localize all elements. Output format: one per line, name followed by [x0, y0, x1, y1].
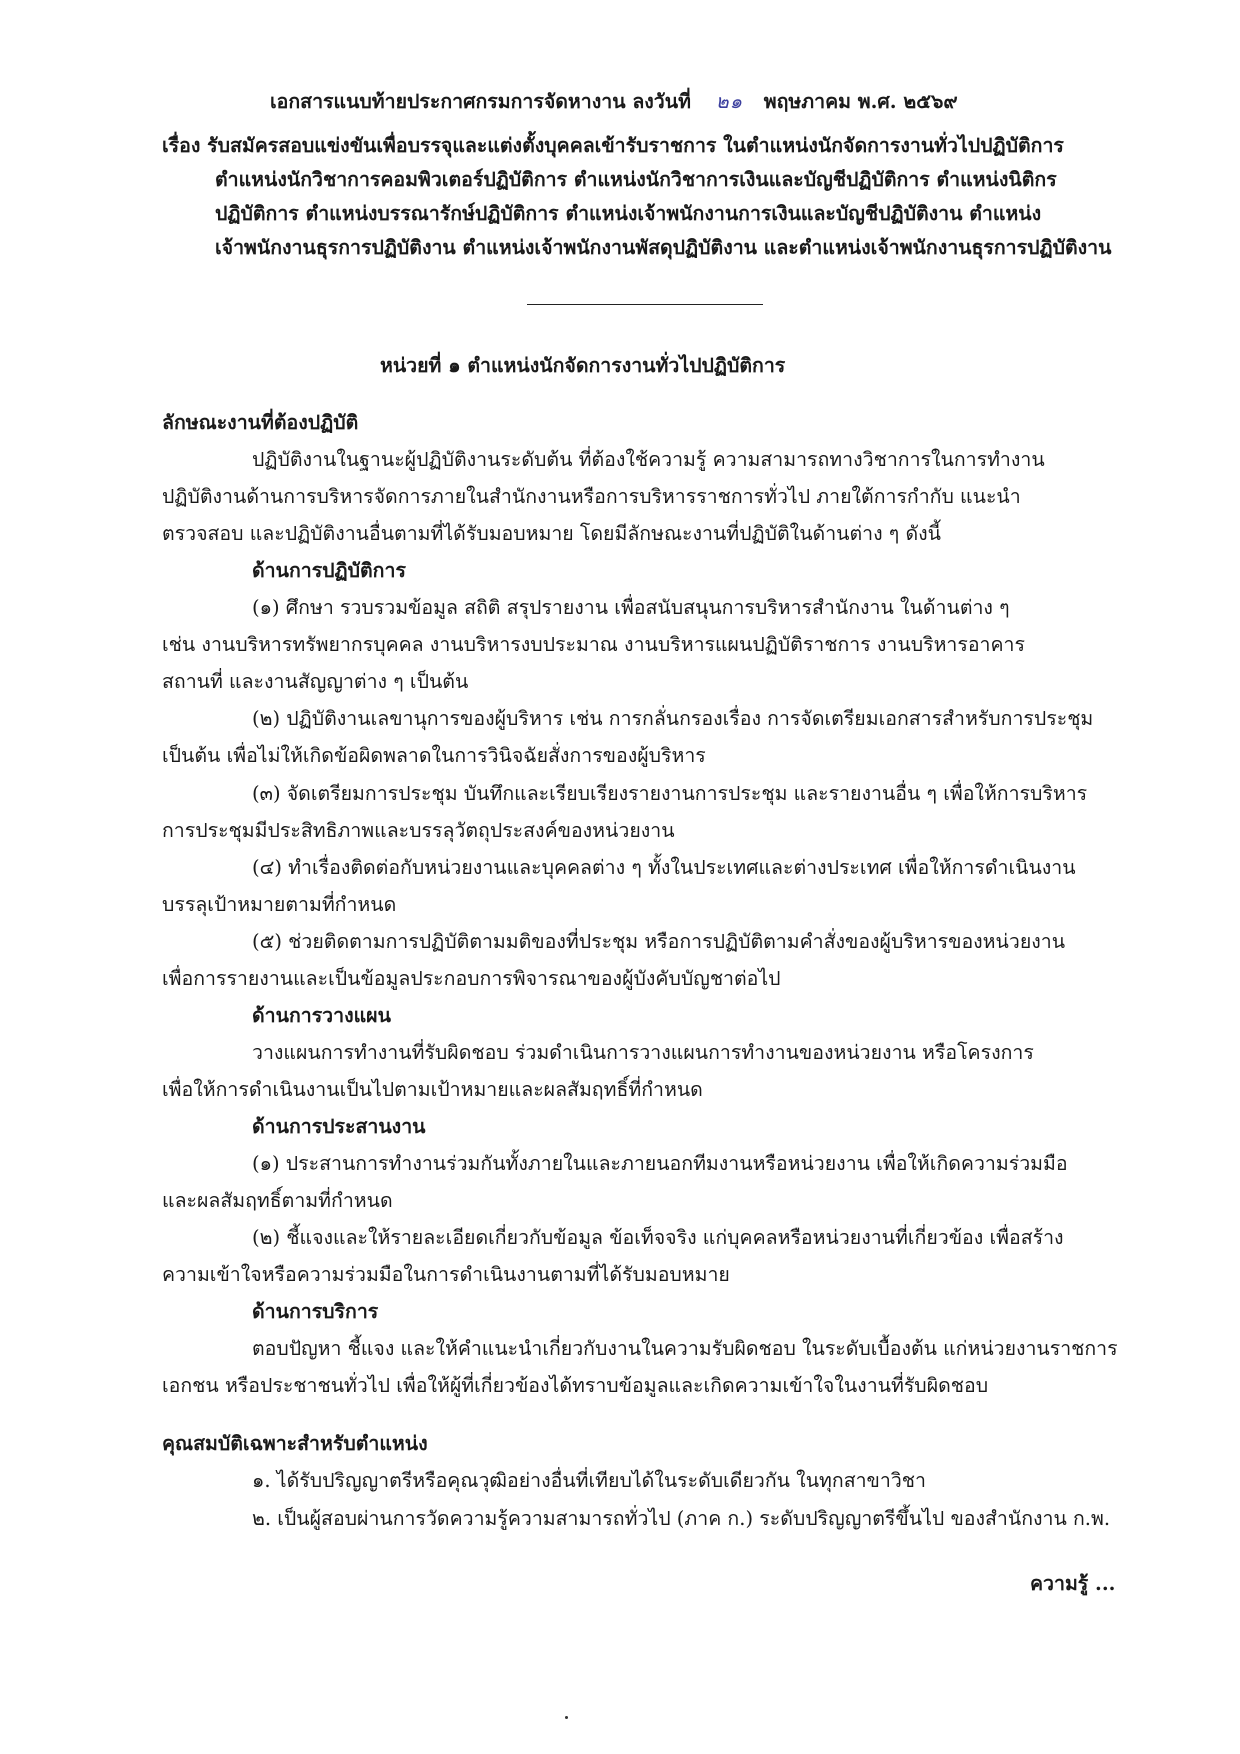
paragraph-line: เป็นต้น เพื่อไม่ให้เกิดข้อผิดพลาดในการวินิจฉัยสั่งการของผู้บริหาร: [162, 744, 706, 767]
subheading-service: ด้านการบริการ: [252, 1300, 379, 1323]
paragraph-line: (๓) จัดเตรียมการประชุม บันทึกและเรียบเรียงรายงานการประชุม และรายงานอื่น ๆ เพื่อให้การบริหาร: [252, 782, 1088, 805]
page-speck: [565, 1716, 568, 1719]
unit-title: หน่วยที่ ๑ ตำแหน่งนักจัดการงานทั่วไปปฏิบัติการ: [380, 354, 786, 377]
paragraph-line: (๑) ประสานการทำงานร่วมกันทั้งภายในและภายนอกทีมงานหรือหน่วยงาน เพื่อให้เกิดความร่วมมือ: [252, 1152, 1068, 1175]
paragraph-line: สถานที่ และงานสัญญาต่าง ๆ เป็นต้น: [162, 670, 469, 693]
paragraph-line: ความเข้าใจหรือความร่วมมือในการดำเนินงานตามที่ได้รับมอบหมาย: [162, 1263, 730, 1286]
handwritten-day: ๒๑: [715, 90, 743, 113]
paragraph-line: เอกชน หรือประชาชนทั่วไป เพื่อให้ผู้ที่เกี่ยวข้องได้ทราบข้อมูลและเกิดความเข้าใจในงานที่รับผิดชอบ: [162, 1374, 989, 1397]
paragraph-line: ตอบปัญหา ชี้แจง และให้คำแนะนำเกี่ยวกับงานในความรับผิดชอบ ในระดับเบื้องต้น แก่หน่วยงานราชการ: [252, 1337, 1118, 1360]
header-divider: [527, 304, 763, 305]
paragraph-line: บรรลุเป้าหมายตามที่กำหนด: [162, 893, 397, 916]
header-line-5: เจ้าพนักงานธุรการปฏิบัติงาน ตำแหน่งเจ้าพนักงานพัสดุปฏิบัติงาน และตำแหน่งเจ้าพนักงานธุรการปฏิบัติงาน: [215, 236, 1112, 259]
paragraph-line: ตรวจสอบ และปฏิบัติงานอื่นตามที่ได้รับมอบหมาย โดยมีลักษณะงานที่ปฏิบัติในด้านต่าง ๆ ดังนี้: [162, 522, 941, 545]
paragraph-line: ปฏิบัติงานในฐานะผู้ปฏิบัติงานระดับต้น ที่ต้องใช้ความรู้ ความสามารถทางวิชาการในการทำงาน: [252, 448, 1045, 471]
paragraph-line: เช่น งานบริหารทรัพยากรบุคคล งานบริหารงบประมาณ งานบริหารแผนปฏิบัติราชการ งานบริหารอาคาร: [162, 633, 1025, 656]
subheading-coordination: ด้านการประสานงาน: [252, 1115, 426, 1138]
paragraph-line: (๒) ชี้แจงและให้รายละเอียดเกี่ยวกับข้อมูล ข้อเท็จจริง แก่บุคคลหรือหน่วยงานที่เกี่ยวข้อง เพื่อสร้าง: [252, 1226, 1064, 1249]
paragraph-line: การประชุมมีประสิทธิภาพและบรรลุวัตถุประสงค์ของหน่วยงาน: [162, 819, 675, 842]
paragraph-line: (๑) ศึกษา รวบรวมข้อมูล สถิติ สรุปรายงาน เพื่อสนับสนุนการบริหารสำนักงาน ในด้านต่าง ๆ: [252, 596, 1010, 619]
subheading-operations: ด้านการปฏิบัติการ: [252, 559, 406, 582]
section-heading-qualifications: คุณสมบัติเฉพาะสำหรับตำแหน่ง: [162, 1432, 428, 1455]
paragraph-line: (๕) ช่วยติดตามการปฏิบัติตามมติของที่ประชุม หรือการปฏิบัติตามคำสั่งของผู้บริหารของหน่วยงาน: [252, 930, 1066, 953]
continuation-marker: ความรู้ ...: [1030, 1572, 1116, 1595]
paragraph-line: (๒) ปฏิบัติงานเลขานุการของผู้บริหาร เช่น การกลั่นกรองเรื่อง การจัดเตรียมเอกสารสำหรับการประชุม: [252, 707, 1094, 730]
paragraph-line: ปฏิบัติงานด้านการบริหารจัดการภายในสำนักงานหรือการบริหารราชการทั่วไป ภายใต้การกำกับ แนะนำ: [162, 485, 1021, 508]
paragraph-line: เพื่อให้การดำเนินงานเป็นไปตามเป้าหมายและผลสัมฤทธิ์ที่กำหนด: [162, 1078, 703, 1101]
header-date-suffix: พฤษภาคม พ.ศ. ๒๕๖๙: [763, 90, 958, 113]
header-line-1: [270, 87, 958, 117]
paragraph-line: วางแผนการทำงานที่รับผิดชอบ ร่วมดำเนินการวางแผนการทำงานของหน่วยงาน หรือโครงการ: [252, 1041, 1034, 1064]
header-date-prefix: เอกสารแนบท้ายประกาศกรมการจัดหางาน ลงวันที่: [270, 90, 691, 113]
header-line-4: ปฏิบัติการ ตำแหน่งบรรณารักษ์ปฏิบัติการ ตำแหน่งเจ้าพนักงานการเงินและบัญชีปฏิบัติงาน ตำแหน่ง: [215, 202, 1042, 225]
section-heading-job-nature: ลักษณะงานที่ต้องปฏิบัติ: [162, 411, 359, 434]
paragraph-line: (๔) ทำเรื่องติดต่อกับหน่วยงานและบุคคลต่าง ๆ ทั้งในประเทศและต่างประเทศ เพื่อให้การดำเนินงาน: [252, 856, 1076, 879]
qualification-item: ๑. ได้รับปริญญาตรีหรือคุณวุฒิอย่างอื่นที่เทียบได้ในระดับเดียวกัน ในทุกสาขาวิชา: [252, 1469, 926, 1492]
header-line-3: ตำแหน่งนักวิชาการคอมพิวเตอร์ปฏิบัติการ ตำแหน่งนักวิชาการเงินและบัญชีปฏิบัติการ ตำแหน่งนิติกร: [215, 168, 1057, 191]
subheading-planning: ด้านการวางแผน: [252, 1004, 391, 1027]
paragraph-line: เพื่อการรายงานและเป็นข้อมูลประกอบการพิจารณาของผู้บังคับบัญชาต่อไป: [162, 967, 781, 990]
header-line-2: เรื่อง รับสมัครสอบแข่งขันเพื่อบรรจุและแต่งตั้งบุคคลเข้ารับราชการ ในตำแหน่งนักจัดการงานทั่วไปปฏิบัติการ: [162, 134, 1064, 157]
paragraph-line: และผลสัมฤทธิ์ตามที่กำหนด: [162, 1189, 393, 1212]
qualification-item: ๒. เป็นผู้สอบผ่านการวัดความรู้ความสามารถทั่วไป (ภาค ก.) ระดับปริญญาตรีขึ้นไป ของสำนักงาน ก.พ.: [252, 1507, 1111, 1530]
